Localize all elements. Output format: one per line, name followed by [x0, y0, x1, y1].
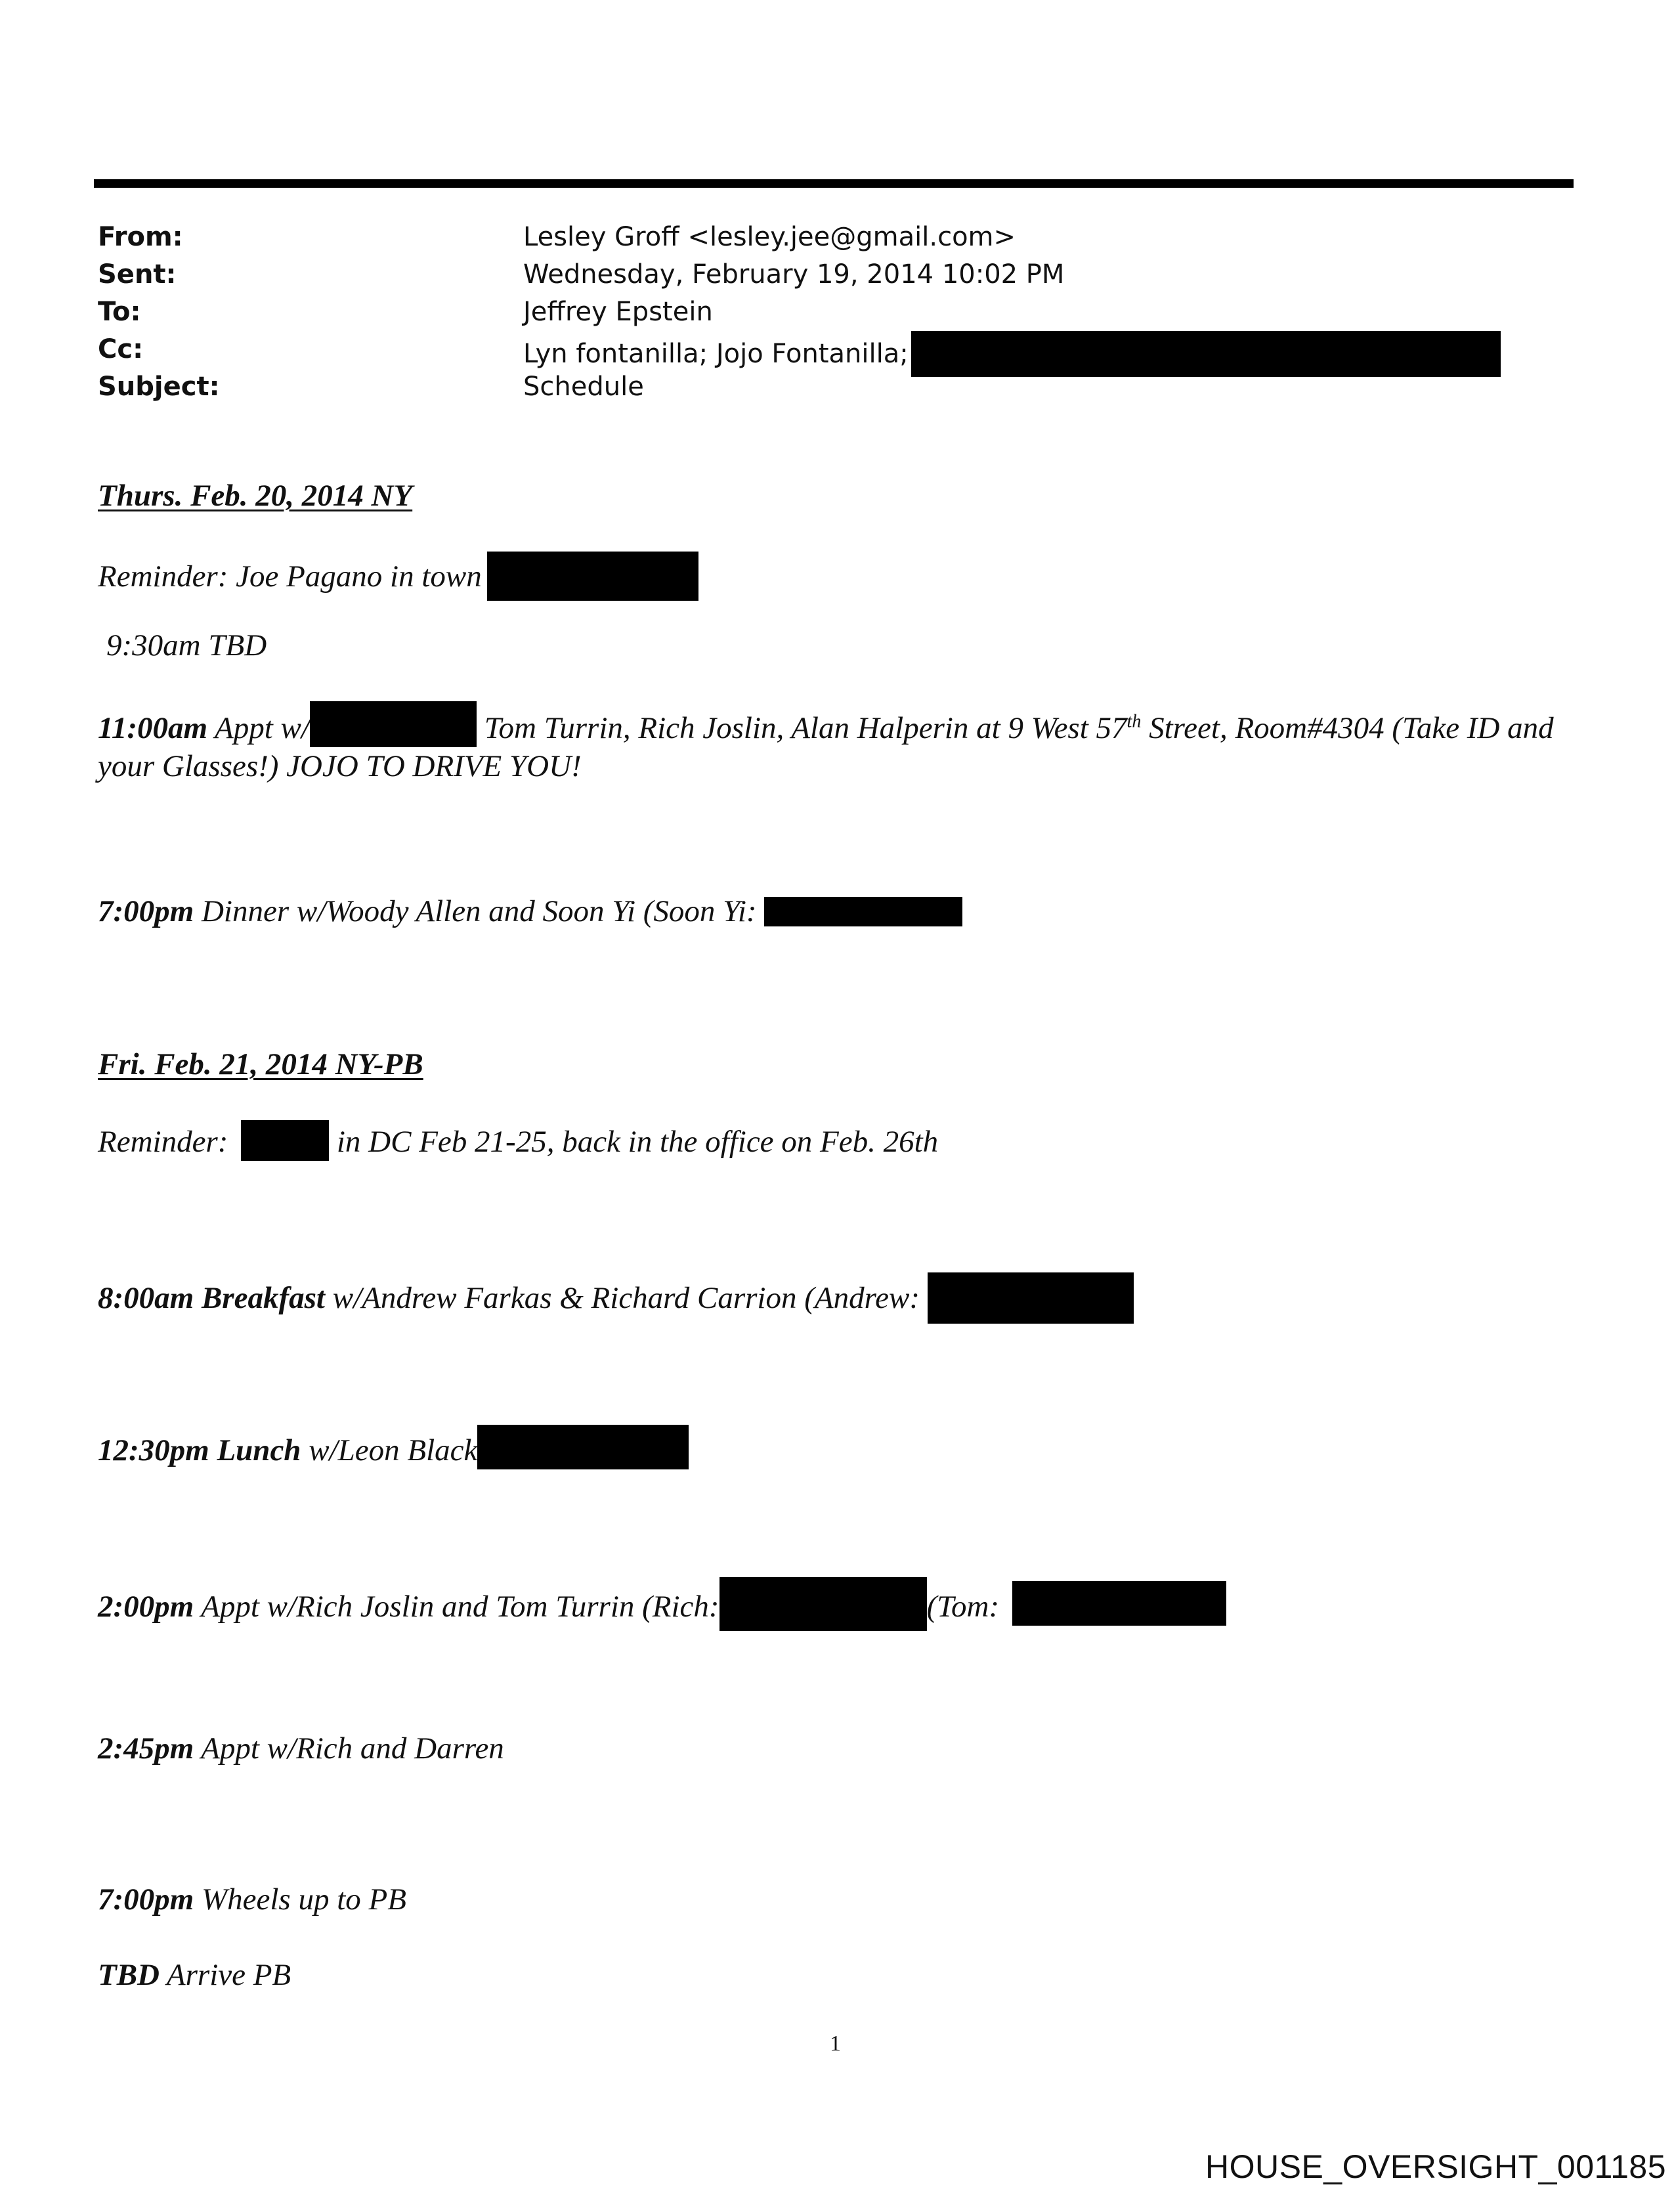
- item-time: 2:00pm: [98, 1590, 194, 1624]
- item-time: 2:45pm: [98, 1731, 194, 1766]
- item-time: 12:30pm Lunch: [98, 1433, 301, 1467]
- redaction-block: [241, 1120, 329, 1161]
- item-text: w/Leon Black: [301, 1433, 478, 1467]
- redaction-block: [928, 1272, 1134, 1324]
- schedule-item: [98, 1956, 291, 1994]
- item-text: Street, Room#4304 (Take ID and your Glasses!) JOJO TO DRIVE YOU!: [98, 711, 1554, 783]
- item-time: 7:00pm: [98, 1882, 194, 1917]
- reminder-text: Reminder: Joe Pagano in town: [98, 559, 482, 594]
- redaction-block: [487, 552, 698, 601]
- subject-row: [98, 368, 1575, 406]
- item-time: 8:00am Breakfast: [98, 1281, 325, 1315]
- redaction-block: [477, 1425, 689, 1469]
- subject-label: Subject:: [98, 372, 220, 402]
- to-value: Jeffrey Epstein: [523, 297, 713, 327]
- schedule-item: [98, 701, 1581, 785]
- to-label: To:: [98, 297, 141, 327]
- subject-value: Schedule: [523, 372, 644, 402]
- reminder-text: Reminder:: [98, 1125, 236, 1159]
- page-number: 1: [830, 2031, 841, 2056]
- schedule-item: [98, 892, 962, 930]
- schedule-item: [98, 1425, 689, 1469]
- redaction-block: [764, 897, 962, 926]
- item-text: Wheels up to PB: [194, 1882, 406, 1917]
- from-label: From:: [98, 222, 183, 252]
- redaction-block: [719, 1577, 927, 1631]
- header-rule: [94, 179, 1574, 188]
- bates-number: HOUSE_OVERSIGHT_001185: [1205, 2148, 1667, 2185]
- from-value: Lesley Groff <lesley.jee@gmail.com>: [523, 222, 1016, 252]
- reminder-feb-20: [98, 552, 698, 601]
- cc-row: [98, 331, 1575, 368]
- item-text: Appt w/Rich Joslin and Tom Turrin (Rich:: [194, 1590, 719, 1624]
- from-row: [98, 219, 1575, 256]
- sent-label: Sent:: [98, 259, 177, 290]
- item-time: 11:00am: [98, 711, 208, 745]
- item-text: Arrive PB: [160, 1958, 291, 1992]
- item-text: (Tom:: [926, 1590, 1007, 1624]
- item-text: w/Andrew Farkas & Richard Carrion (Andrew:: [324, 1281, 928, 1315]
- email-header: [98, 219, 1575, 406]
- item-text: Tom Turrin, Rich Joslin, Alan Halperin at 9 West 57: [476, 711, 1127, 745]
- sent-row: [98, 256, 1575, 293]
- day-heading-feb-20: Thurs. Feb. 20, 2014 NY: [98, 479, 413, 513]
- redaction-block: [310, 701, 477, 747]
- schedule-item: [98, 1272, 1134, 1324]
- to-row: [98, 293, 1575, 331]
- schedule-item: 9:30am TBD: [106, 628, 267, 662]
- schedule-item: [98, 1880, 406, 1919]
- item-text: Dinner w/Woody Allen and Soon Yi (Soon Yi:: [194, 894, 765, 928]
- item-text: Appt w/Rich and Darren: [194, 1731, 504, 1766]
- item-text: Appt w/: [207, 711, 310, 745]
- item-time: TBD: [98, 1958, 160, 1992]
- cc-label: Cc:: [98, 334, 144, 364]
- sent-value: Wednesday, February 19, 2014 10:02 PM: [523, 259, 1065, 290]
- cc-value-text: Lyn fontanilla; Jojo Fontanilla;: [523, 339, 909, 369]
- schedule-item: [98, 1729, 504, 1767]
- reminder-text: in DC Feb 21-25, back in the office on Feb. 26th: [329, 1125, 939, 1159]
- day-heading-feb-21: Fri. Feb. 21, 2014 NY-PB: [98, 1047, 423, 1081]
- item-superscript: th: [1127, 711, 1142, 732]
- item-time: 7:00pm: [98, 894, 194, 928]
- redaction-block: [1012, 1581, 1226, 1626]
- schedule-item: [98, 1577, 1226, 1631]
- reminder-feb-21: [98, 1120, 938, 1161]
